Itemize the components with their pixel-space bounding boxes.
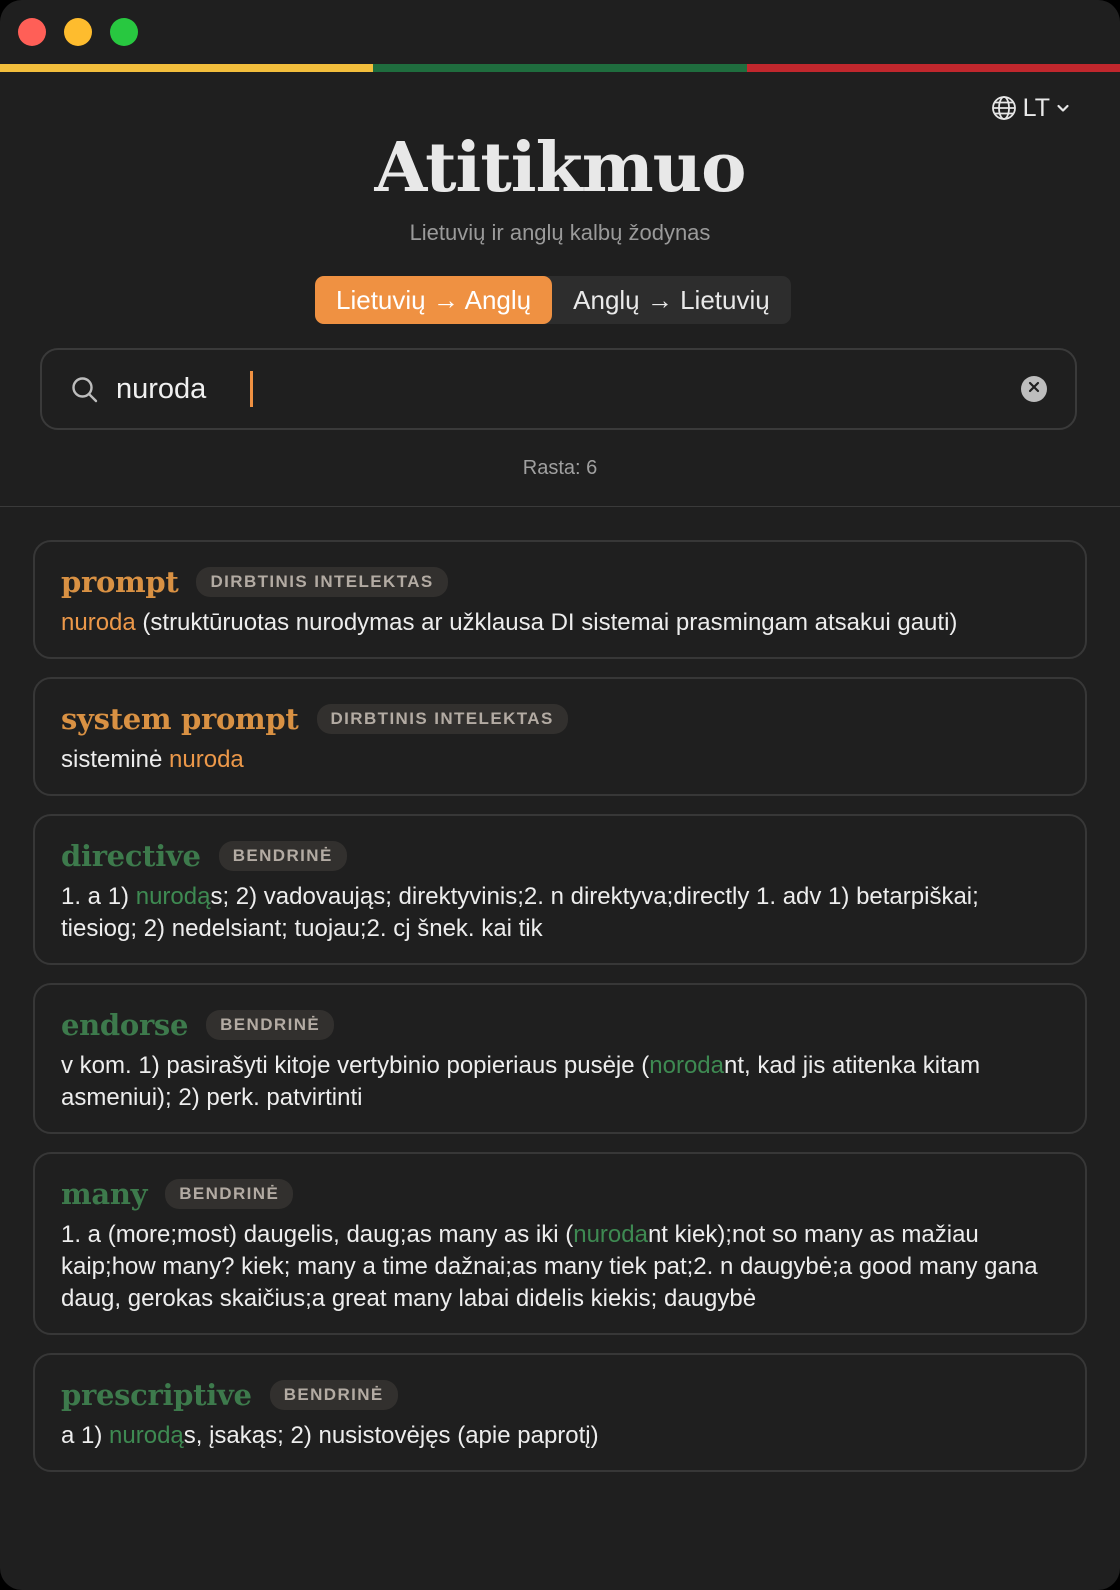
definition-text: 1. a (more;most) daugelis, daug;as many as iki (: [61, 1221, 574, 1248]
definition-text: s; 2) vadovaująs; direktyvinis;2. n direktyva;directly 1. adv 1) betarpiškai; tiesiog; 2) nedelsiant; tuojau;2. cj šnek. kai tik: [61, 883, 979, 942]
result-card[interactable]: [33, 677, 1087, 796]
result-card-header: [61, 1004, 1059, 1046]
close-window-button[interactable]: [18, 18, 46, 46]
result-card-header: [61, 698, 1059, 740]
close-icon: [1028, 380, 1040, 398]
result-definition: [61, 1219, 1059, 1315]
result-card-header: [61, 1173, 1059, 1215]
match-highlight: noroda: [649, 1052, 724, 1079]
domain-badge: BENDRINĖ: [165, 1179, 293, 1209]
flag-stripe-yellow: [0, 64, 373, 72]
app-subtitle: Lietuvių ir anglų kalbų žodynas: [409, 220, 711, 245]
match-highlight: nuroda: [573, 1221, 648, 1248]
result-headword: many: [61, 1177, 148, 1211]
result-headword: prompt: [61, 565, 179, 599]
language-switch-label: LT: [1022, 93, 1050, 122]
result-headword: prescriptive: [61, 1378, 252, 1412]
tab-en-to-lt[interactable]: Anglų → Lietuvių: [573, 284, 770, 315]
match-highlight: nuroda: [61, 609, 136, 636]
flag-color-bar: [0, 64, 1120, 72]
title-bar: [0, 0, 1120, 64]
search-box: [40, 348, 1077, 430]
result-definition: [61, 1050, 1059, 1114]
result-headword: directive: [61, 839, 201, 873]
globe-icon: [991, 95, 1017, 121]
definition-text: a 1): [61, 1422, 110, 1449]
match-highlight: nurodą: [109, 1422, 184, 1449]
result-count: Rasta: 6: [522, 457, 598, 479]
search-icon: [70, 375, 100, 410]
direction-toggle: [315, 276, 791, 324]
match-highlight: nuroda: [169, 746, 244, 773]
text-caret: [250, 371, 253, 407]
domain-badge: BENDRINĖ: [270, 1380, 398, 1410]
search-input[interactable]: [116, 364, 976, 414]
results-list: [33, 540, 1087, 1490]
result-card-header: [61, 835, 1059, 877]
definition-text: v kom. 1) pasirašyti kitoje vertybinio popieriaus pusėje (: [61, 1052, 650, 1079]
domain-badge: BENDRINĖ: [206, 1010, 334, 1040]
definition-text: nt kiek);not so many as mažiau kaip;how many? kiek; many a time dažnai;as many tiek pat;2. n daugybė;a good many gana daug, gerokas skaičius;a great many labai didelis kiekis; daugybė: [61, 1221, 1038, 1312]
result-definition: [61, 881, 1059, 945]
flag-stripe-green: [373, 64, 746, 72]
result-card-header: [61, 1374, 1059, 1416]
result-headword: system prompt: [61, 702, 299, 736]
domain-badge: DIRBTINIS INTELEKTAS: [196, 567, 447, 597]
app-title: Atitikmuo: [374, 128, 746, 208]
domain-badge: BENDRINĖ: [219, 841, 347, 871]
definition-text: sisteminė: [61, 746, 170, 773]
result-definition: [61, 607, 1059, 639]
domain-badge: DIRBTINIS INTELEKTAS: [317, 704, 568, 734]
result-card[interactable]: [33, 540, 1087, 659]
result-card-header: [61, 561, 1059, 603]
clear-search-button[interactable]: [1021, 376, 1047, 402]
definition-text: s, įsakąs; 2) nusistovėjęs (apie paprotį): [183, 1422, 599, 1449]
result-card[interactable]: [33, 814, 1087, 965]
flag-stripe-red: [747, 64, 1120, 72]
match-highlight: nurodą: [135, 883, 211, 910]
definition-text: (struktūruotas nurodymas ar užklausa DI sistemai prasmingam atsakui gauti): [135, 609, 958, 636]
zoom-window-button[interactable]: [110, 18, 138, 46]
result-card[interactable]: [33, 983, 1087, 1134]
header-divider: [0, 506, 1120, 507]
result-card[interactable]: [33, 1353, 1087, 1472]
chevron-down-icon: [1056, 101, 1070, 115]
definition-text: nt, kad jis atitenka kitam asmeniui); 2) perk. patvirtinti: [61, 1052, 981, 1111]
result-headword: endorse: [61, 1008, 189, 1042]
tab-lt-to-en[interactable]: Lietuvių → Anglų: [315, 276, 552, 324]
minimize-window-button[interactable]: [64, 18, 92, 46]
result-definition: [61, 744, 1059, 776]
result-definition: [61, 1420, 1059, 1452]
language-switch[interactable]: [991, 92, 1070, 124]
result-card[interactable]: [33, 1152, 1087, 1335]
definition-text: 1. a 1): [61, 883, 136, 910]
